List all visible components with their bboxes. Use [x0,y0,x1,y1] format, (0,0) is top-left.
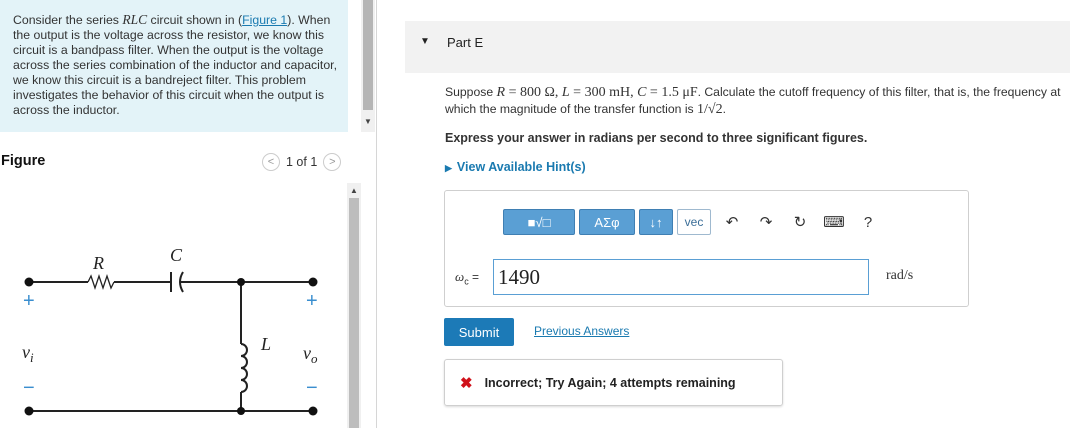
resistor-symbol [88,276,114,288]
feedback-text: Incorrect; Try Again; 4 attempts remaining [484,375,736,390]
hints-label: View Available Hint(s) [456,160,586,174]
circuit-symbol: RLC [122,12,148,27]
input-plus-sign: + [23,290,35,312]
output-voltage-label: $v_o$ [303,343,318,366]
scroll-up-icon[interactable]: ▲ [350,186,358,195]
greek-symbols-button[interactable]: ΑΣφ [579,209,635,235]
junction-node-top [237,278,245,286]
collapse-caret-icon[interactable]: ▼ [420,36,430,47]
junction-node-bottom [237,407,245,415]
templates-button[interactable]: ■√□ [503,209,575,235]
intro-text-1: Consider the series [13,13,123,27]
part-panel [405,0,1070,428]
figure-title: Figure [1,153,46,169]
omega-symbol: ω [455,269,465,284]
reset-icon[interactable]: ↻ [793,214,807,231]
output-minus-sign: − [306,377,318,399]
omega-subscript: c [464,276,469,287]
figure-page-count: 1 of 1 [286,155,318,169]
q-C-symbol: C [637,85,647,100]
panel-divider [376,0,377,428]
figure-pager [262,153,341,171]
figure-scrollbar[interactable] [347,183,361,428]
incorrect-icon: ✖ [460,374,473,392]
feedback-box [444,359,783,406]
q-C-value: = 1.5 μF [646,85,698,100]
q-body: . Calculate the cutoff frequency of this filter, that is, the frequency at which the magnitude of the transfer function is [445,85,1061,116]
answer-units: rad/s [886,268,914,283]
scroll-down-icon[interactable]: ▼ [364,117,372,126]
input-minus-sign: − [23,377,35,399]
hints-caret-icon: ▶ [445,163,452,173]
redo-icon[interactable]: ↷ [759,214,773,231]
answer-editor [444,190,969,307]
figure-link[interactable]: Figure 1 [242,13,288,27]
answer-input[interactable]: 1490 [493,259,869,295]
help-icon[interactable]: ? [863,213,873,231]
equals-sign: = [468,270,480,284]
intro-text-2: circuit shown in ( [147,13,243,27]
submit-button[interactable]: Submit [444,318,514,346]
problem-panel [0,0,358,428]
problem-intro [0,0,348,132]
inductor-coil [241,344,247,392]
figure-scrollbar-thumb[interactable] [349,198,359,428]
view-hints-link[interactable] [445,160,586,174]
keyboard-icon[interactable]: ⌨ [823,214,845,231]
q-L-value: = 300 mH, [569,85,638,100]
circuit-figure [0,183,345,428]
capacitor-label: C [170,245,183,265]
prev-figure-button[interactable]: < [262,153,280,171]
intro-scrollbar-thumb[interactable] [363,0,373,110]
q-R-symbol: R [496,85,506,100]
output-terminal-top [309,278,318,287]
question-text [445,84,1065,118]
undo-icon[interactable]: ↶ [725,214,739,231]
part-title: Part E [447,35,484,50]
answer-instruction: Express your answer in radians per second to three significant figures. [445,131,868,145]
next-figure-button[interactable]: > [323,153,341,171]
inductor-label: L [261,334,272,354]
vector-button[interactable]: vec [677,209,711,235]
q-suppose: Suppose [445,85,497,99]
math-toolbar [503,209,885,235]
output-plus-sign: + [306,290,318,312]
sort-button[interactable]: ↓↑ [639,209,673,235]
q-L-symbol: L [561,85,570,100]
input-voltage-label: $v_i$ [22,342,34,365]
rlc-circuit-diagram [0,183,345,428]
intro-text-3: ). When the output is the voltage across the resistor, we know this circuit is a bandpass filter. When the output is the voltage across the series combination of the inductor and capacitor, we know this circuit is a bandreject filter. This problem investigates the behavior of this circuit when the output is across the inductor. [13,13,337,117]
q-R-value: = 800 Ω, [505,85,562,100]
previous-answers-link[interactable]: Previous Answers [534,324,630,338]
input-terminal-bottom [25,407,34,416]
q-end: . [722,102,726,116]
intro-scrollbar[interactable] [361,0,375,132]
part-header[interactable] [405,21,1070,73]
output-terminal-bottom [309,407,318,416]
q-ratio: 1/√2 [697,102,723,117]
resistor-label: R [93,253,104,273]
input-terminal-top [25,278,34,287]
answer-variable-label [455,269,479,286]
